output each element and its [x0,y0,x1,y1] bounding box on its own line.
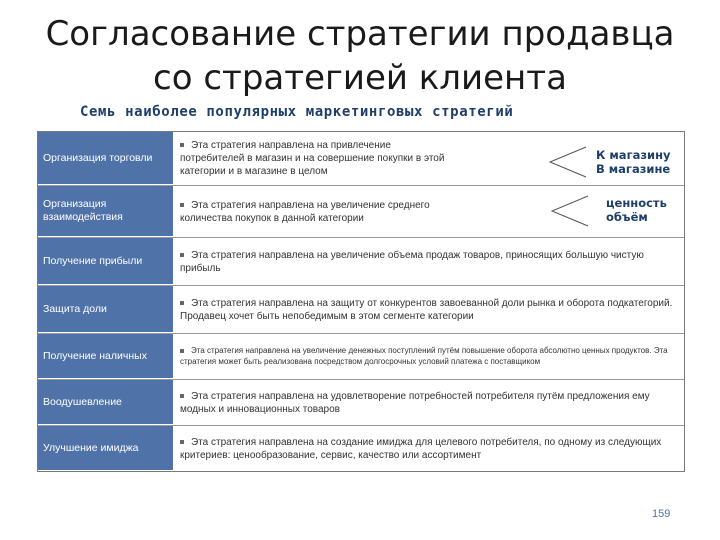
table-row [38,380,684,426]
strategies-table [37,131,685,472]
table-row [38,238,684,286]
bullet-icon [180,394,184,398]
strategy-label: Получение наличных [38,334,173,379]
strategy-label: Получение прибыли [38,238,173,285]
strategy-description [180,132,454,185]
strategy-label: Воодушевление [38,380,173,425]
strategy-description [180,186,454,237]
bracket-icon [548,145,588,179]
bracket-icon [550,194,590,228]
slide-subtitle: Семь наиболее популярных маркетинговых стратегий [80,104,514,120]
side-note-line: ценность [606,196,667,210]
bullet-icon [180,203,184,207]
strategy-description [180,380,678,425]
bullet-icon [180,253,184,257]
bullet-icon [180,349,184,353]
strategy-text: Эта стратегия направлена на создание имиджа для целевого потребителя, по одному из следующих критериев: ценообразование, сервис, качество или ассортимент [180,436,662,461]
side-note-line: К магазину [596,148,671,162]
side-note-store [596,148,671,176]
strategy-label: Организация торговли [38,132,173,185]
page-number: 159 [652,508,671,520]
strategy-description [180,286,678,333]
strategy-text: Эта стратегия направлена на увеличение объема продаж товаров, приносящих большую чистую прибыль [180,249,644,274]
table-row [38,334,684,380]
strategy-description [180,238,678,285]
side-note-line: объём [606,210,648,224]
slide-title [20,12,700,100]
title-line-1: Согласование стратегии продавца [45,14,675,54]
strategy-text: Эта стратегия направлена на удовлетворение потребностей потребителя путём предложения ему модных и инновационных товаров [180,390,650,415]
strategy-description [180,334,678,379]
bullet-icon [180,301,184,305]
table-row [38,426,684,471]
title-line-2: со стратегией клиента [153,58,567,98]
side-note-line: В магазине [596,162,671,176]
strategy-text: Эта стратегия направлена на привлечение потребителей в магазин и на совершение покупки в этой категории и в магазине в целом [180,140,445,177]
strategy-text: Эта стратегия направлена на увеличение среднего количества покупок в данной категории [180,199,430,224]
bullet-icon [180,440,184,444]
strategy-label: Организация взаимодействия [38,186,173,237]
strategy-text: Эта стратегия направлена на увеличение денежных поступлений путём повышение оборота абсолютно ценных продуктов. Эта стратегия может быть реализована посредством долгосрочных условий платежа с поставщиком [180,346,668,366]
strategy-label: Защита доли [38,286,173,333]
strategy-description [180,426,678,471]
bullet-icon [180,143,184,147]
strategy-text: Эта стратегия направлена на защиту от конкурентов завоеванной доли рынка и оборота подкатегорий. Продавец хочет быть непобедимым в этом сегменте категории [180,297,673,322]
strategy-label: Улучшение имиджа [38,426,173,471]
table-row [38,286,684,334]
side-note-value [606,196,667,224]
